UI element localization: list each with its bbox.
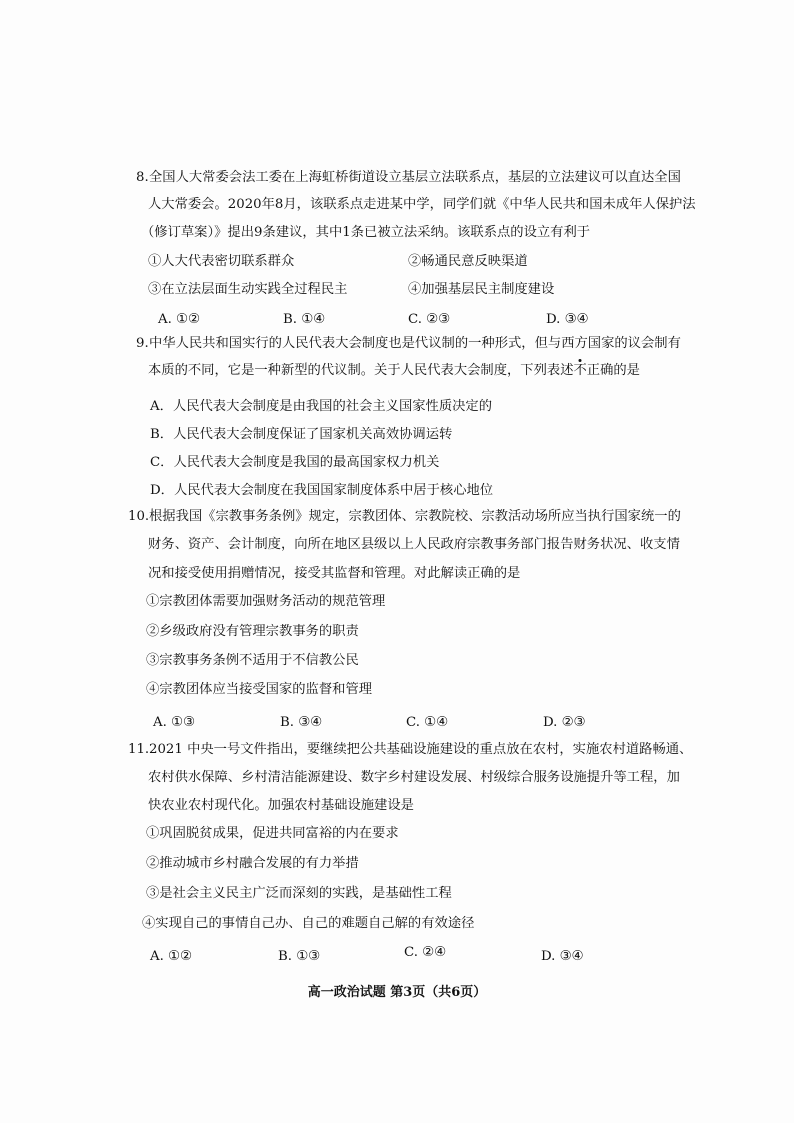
q10-statement-4: ④宗教团体应当接受国家的监督和管理 — [146, 682, 373, 697]
q9-stem-line-2 — [148, 363, 640, 379]
q10-number: 10. — [128, 509, 150, 524]
q10-choice-b: B. ③④ — [280, 715, 323, 730]
q9-option-d: D．人民代表大会制度在我国国家制度体系中居于核心地位 — [150, 483, 494, 498]
q10-choice-d: D. ②③ — [543, 715, 586, 730]
q8-statement-1: ①人大代表密切联系群众 — [148, 254, 295, 269]
q10-statement-1: ①宗教团体需要加强财务活动的规范管理 — [146, 594, 386, 609]
q9-option-a: A．人民代表大会制度是由我国的社会主义国家性质决定的 — [150, 399, 493, 414]
q8-number: 8. — [136, 170, 149, 185]
q11-number: 11. — [128, 742, 150, 757]
q11-choice-c: C. ②④ — [404, 945, 446, 960]
q8-choice-b: B. ①④ — [283, 312, 326, 327]
q11-statement-1: ①巩固脱贫成果，促进共同富裕的内在要求 — [146, 826, 399, 841]
q9-stem-line-2-after: 正确的是 — [586, 363, 640, 378]
q9-number: 9. — [136, 336, 149, 351]
q8-stem-line-3: （修订草案）》提出9条建议，其中1条已被立法采纳。该联系点的设立有利于 — [141, 225, 591, 240]
q8-choice-c: C. ②③ — [408, 312, 450, 327]
q10-statement-3: ③宗教事务条例不适用于不信教公民 — [146, 653, 359, 668]
q9-emphasis-mark: 不 — [573, 363, 587, 378]
q11-statement-2: ②推动城市乡村融合发展的有力举措 — [146, 856, 359, 871]
q8-statement-3: ③在立法层面生动实践全过程民主 — [148, 282, 348, 297]
q11-statement-4: ④实现自己的事情自己办、自己的难题自己解的有效途径 — [142, 916, 475, 931]
q8-choice-d: D. ③④ — [546, 312, 589, 327]
q10-choice-c: C. ①④ — [406, 715, 448, 730]
q11-choice-a: A. ①② — [150, 949, 192, 964]
q8-statement-4: ④加强基层民主制度建设 — [408, 282, 555, 297]
q9-stem-line-1: 中华人民共和国实行的人民代表大会制度也是代议制的一种形式，但与西方国家的议会制有 — [149, 336, 681, 351]
q11-stem-line-1: 2021 中央一号文件指出，要继续把公共基础设施建设的重点放在农村，实施农村道路畅通、 — [149, 742, 693, 757]
q8-statement-2: ②畅通民意反映渠道 — [408, 254, 528, 269]
q10-choice-a: A. ①③ — [153, 715, 195, 730]
page-footer: 高一政治试题 第3页（共6页） — [307, 985, 487, 1000]
q11-choice-d: D. ③④ — [541, 949, 584, 964]
q11-stem-line-2: 农村供水保障、乡村清洁能源建设、数字乡村建设发展、村级综合服务设施提升等工程，加 — [148, 770, 680, 785]
q8-stem-line-2: 人大常委会。2020年8月，该联系点走进某中学，同学们就《中华人民共和国未成年人保护法 — [148, 197, 696, 212]
q9-option-c: C．人民代表大会制度是我国的最高国家权力机关 — [150, 455, 440, 470]
q10-stem-line-3: 况和接受使用捐赠情况，接受其监督和管理。对此解读正确的是 — [148, 566, 521, 581]
q8-stem-line-1: 全国人大常委会法工委在上海虹桥街道设立基层立法联系点，基层的立法建议可以直达全国 — [149, 170, 681, 185]
q10-stem-line-2: 财务、资产、会计制度，向所在地区县级以上人民政府宗教事务部门报告财务状况、收支情 — [148, 537, 680, 552]
q11-choice-b: B. ①③ — [278, 949, 321, 964]
q8-choice-a: A. ①② — [158, 312, 200, 327]
q11-statement-3: ③是社会主义民主广泛而深刻的实践，是基础性工程 — [146, 886, 452, 901]
q9-stem-line-2-before: 本质的不同，它是一种新型的代议制。关于人民代表大会制度，下列表述 — [148, 363, 574, 378]
q10-stem-line-1: 根据我国《宗教事务条例》规定，宗教团体、宗教院校、宗教活动场所应当执行国家统一的 — [149, 509, 681, 524]
q10-statement-2: ②乡级政府没有管理宗教事务的职责 — [146, 624, 359, 639]
q11-stem-line-3: 快农业农村现代化。加强农村基础设施建设是 — [148, 798, 414, 813]
q9-option-b: B．人民代表大会制度保证了国家机关高效协调运转 — [150, 427, 453, 442]
